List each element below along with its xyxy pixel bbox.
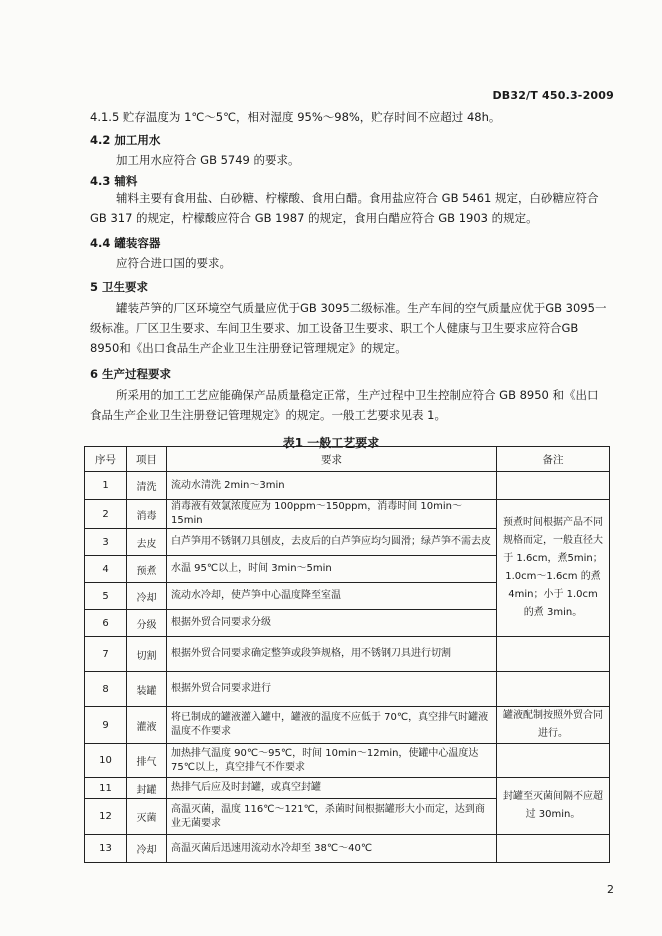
row-no: 3 [85, 529, 127, 556]
row-requirement: 消毒液有效氯浓度应为 100ppm～150ppm，消毒时间 10min～15min [167, 500, 497, 529]
note-precook: 预煮时间根据产品不同规格而定，一般直径大于 1.6cm，煮5min；1.0cm～1.6cm 的煮 4min；小于 1.0cm 的煮 3min。 [497, 500, 610, 637]
row-no: 5 [85, 583, 127, 610]
note-empty [497, 637, 610, 672]
header-requirement: 要求 [167, 447, 497, 472]
note-empty [497, 672, 610, 707]
note-empty [497, 835, 610, 863]
row-no: 7 [85, 637, 127, 672]
header-no: 序号 [85, 447, 127, 472]
document-id: DB32/T 450.3-2009 [492, 89, 614, 102]
section-4-4-title: 4.4 罐装容器 [90, 236, 161, 250]
section-4-4-body: 应符合进口国的要求。 [116, 256, 231, 270]
row-item: 装罐 [127, 672, 167, 707]
row-item: 灌液 [127, 707, 167, 744]
section-4-3-title: 4.3 辅料 [90, 174, 138, 188]
table-row [85, 672, 610, 707]
note-empty [497, 472, 610, 500]
row-item: 排气 [127, 744, 167, 778]
row-requirement: 流动水清洗 2min～3min [167, 472, 497, 500]
row-item: 冷却 [127, 835, 167, 863]
row-requirement: 根据外贸合同要求确定整笋或段笋规格，用不锈钢刀具进行切割 [167, 637, 497, 672]
header-note: 备注 [497, 447, 610, 472]
note-empty [497, 744, 610, 778]
note-sealing: 封罐至灭菌间隔不应超过 30min。 [497, 778, 610, 835]
section-6-title: 6 生产过程要求 [90, 367, 172, 381]
row-item: 封罐 [127, 778, 167, 799]
note-filling: 罐液配制按照外贸合同进行。 [497, 707, 610, 744]
row-no: 8 [85, 672, 127, 707]
table-row [85, 637, 610, 672]
row-item: 切割 [127, 637, 167, 672]
table-row [85, 500, 610, 529]
row-requirement: 白芦笋用不锈钢刀具刨皮，去皮后的白芦笋应均匀圆滑；绿芦笋不需去皮 [167, 529, 497, 556]
row-no: 13 [85, 835, 127, 863]
header-item: 项目 [127, 447, 167, 472]
row-no: 10 [85, 744, 127, 778]
row-requirement: 根据外贸合同要求进行 [167, 672, 497, 707]
row-item: 灭菌 [127, 799, 167, 835]
row-requirement: 热排气后应及时封罐，或真空封罐 [167, 778, 497, 799]
row-requirement: 流动水冷却，使芦笋中心温度降至室温 [167, 583, 497, 610]
row-no: 4 [85, 556, 127, 583]
row-requirement: 高温灭菌，温度 116℃～121℃，杀菌时间根据罐形大小而定，达到商业无菌要求 [167, 799, 497, 835]
row-requirement: 水温 95℃以上，时间 3min～5min [167, 556, 497, 583]
table-caption: 表1 一般工艺要求 [282, 436, 380, 450]
row-requirement: 高温灭菌后迅速用流动水冷却至 38℃～40℃ [167, 835, 497, 863]
row-no: 11 [85, 778, 127, 799]
table-row [85, 778, 610, 799]
table-header-row [85, 447, 610, 472]
row-item: 去皮 [127, 529, 167, 556]
row-item: 消毒 [127, 500, 167, 529]
table-row [85, 835, 610, 863]
section-4-3-body: 辅料主要有食用盐、白砂糖、柠檬酸、食用白醋。食用盐应符合 GB 5461 规定，白砂糖应符合 GB 317 的规定，柠檬酸应符合 GB 1987 的规定，食用白醋应符合 GB 1903 的规定。 [90, 191, 599, 225]
row-requirement: 将已制成的罐液灌入罐中，罐液的温度不应低于 70℃，真空排气时罐液温度不作要求 [167, 707, 497, 744]
row-requirement: 加热排气温度 90℃～95℃，时间 10min～12min，使罐中心温度达 75℃以上，真空排气不作要求 [167, 744, 497, 778]
row-no: 9 [85, 707, 127, 744]
table-row [85, 472, 610, 500]
page-number: 2 [607, 883, 614, 896]
process-requirements-table [84, 446, 610, 863]
row-no: 6 [85, 610, 127, 637]
row-item: 清洗 [127, 472, 167, 500]
table-row [85, 707, 610, 744]
section-5-title: 5 卫生要求 [90, 280, 149, 294]
section-4-2-title: 4.2 加工用水 [90, 133, 161, 147]
row-no: 12 [85, 799, 127, 835]
row-requirement: 根据外贸合同要求分级 [167, 610, 497, 637]
row-no: 1 [85, 472, 127, 500]
row-item: 冷却 [127, 583, 167, 610]
section-5-body: 罐装芦笋的厂区环境空气质量应优于GB 3095二级标准。生产车间的空气质量应优于GB 3095一级标准。厂区卫生要求、车间卫生要求、加工设备卫生要求、职工个人健康与卫生要求应符合GB 8950和《出口食品生产企业卫生注册登记管理规定》的规定。 [90, 301, 607, 355]
row-no: 2 [85, 500, 127, 529]
section-4-1-5: 4.1.5 贮存温度为 1℃～5℃，相对湿度 95%～98%，贮存时间不应超过 48h。 [90, 110, 501, 124]
section-4-2-body: 加工用水应符合 GB 5749 的要求。 [116, 153, 300, 167]
row-item: 预煮 [127, 556, 167, 583]
row-item: 分级 [127, 610, 167, 637]
table-row [85, 744, 610, 778]
section-6-body: 所采用的加工工艺应能确保产品质量稳定正常，生产过程中卫生控制应符合 GB 8950 和《出口食品生产企业卫生注册登记管理规定》的规定。一般工艺要求见表 1。 [90, 388, 599, 422]
